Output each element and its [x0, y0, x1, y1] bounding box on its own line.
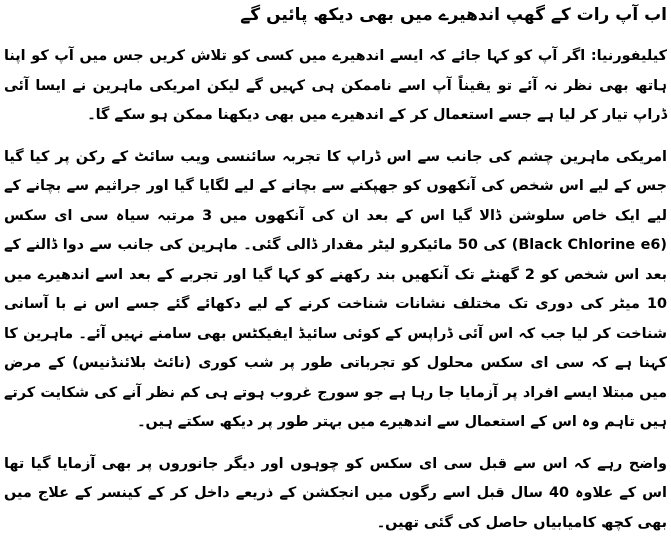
article-paragraph-background: واضح رہے کہ اس سے قبل سی ای سکس کو چوہوں اور دیگر جانوروں پر بھی آزمایا گیا تھا اس کے علاوہ 40 سال قبل اسے رگوں میں انجکشن کے ذریعے داخل کر کے کینسر کے علاج میں بھی کچھ کامیابیاں حاصل کی گئی تھیں۔ — [4, 455, 667, 531]
experiment-text-part-1: امریکی ماہرین چشم کی جانب سے اس ڈراپ کا تجربہ سائنسی ویب سائٹ کے رکن پر کیا گیا جس کے لیے اس شخص کی آنکھوں کو جھپکنے سے بچانے کے لیے لگایا گیا اور جراثیم سے بچانے کے لیے ایک خاص سلوشن ڈالا گیا اس کے بعد ان کی آنکھوں میں 3 مرتبہ سیاہ سی ای سکس — [4, 148, 667, 224]
article-title: اب آپ رات کے گھپ اندھیرے میں بھی دیکھ پائیں گے — [240, 5, 667, 25]
chemical-name: (Black Chlorine e6) — [511, 237, 667, 253]
article-paragraph-intro: کیلیفورنیا: اگر آپ کو کہا جائے کہ ایسے اندھیرے میں کسی کو تلاش کریں جس میں آپ کو اپنا ہاتھ بھی نظر نہ آئے تو یقیناً آپ اسے ناممکن ہی کہیں گے لیکن امریکی ماہرین نے ایسا آئی ڈراپ تیار کر لیا ہے جسے استعمال کر کے اندھیرے میں بھی دیکھنا ممکن ہو سکے گا۔ — [4, 48, 667, 123]
news-article — [4, 0, 667, 538]
article-paragraph-experiment — [4, 143, 667, 438]
experiment-text-part-2: کی 50 مائیکرو لیٹر مقدار ڈالی گئی۔ ماہرین کی جانب سے دوا ڈالنے کے بعد اس شخص کو 2 گھنٹے تک آنکھیں بند رکھنے کو کہا گیا اور تجربے کے بعد اسے اندھیرے میں 10 میٹر کی دوری تک مختلف نشانات شناخت کرنے کے لیے دکھائے گئے جسے اس نے با آسانی شناخت کر لیا جب کہ اس آئی ڈراپس کے کوئی سائیڈ ایفیکٹس بھی سامنے نہیں آئے۔ ماہرین کا کہنا ہے کہ سی ای سکس محلول کو تجرباتی طور پر شب کوری (نائٹ بلائنڈنیس) کے مرض میں مبتلا ایسے افراد پر آزمایا جا رہا ہے جو سورج غروب ہوتے ہی کم نظر آنے کی شکایت کرتے ہیں تاہم وہ اس کے استعمال سے اندھیرے میں بہتر طور پر دیکھ سکتے ہیں۔ — [4, 237, 667, 430]
